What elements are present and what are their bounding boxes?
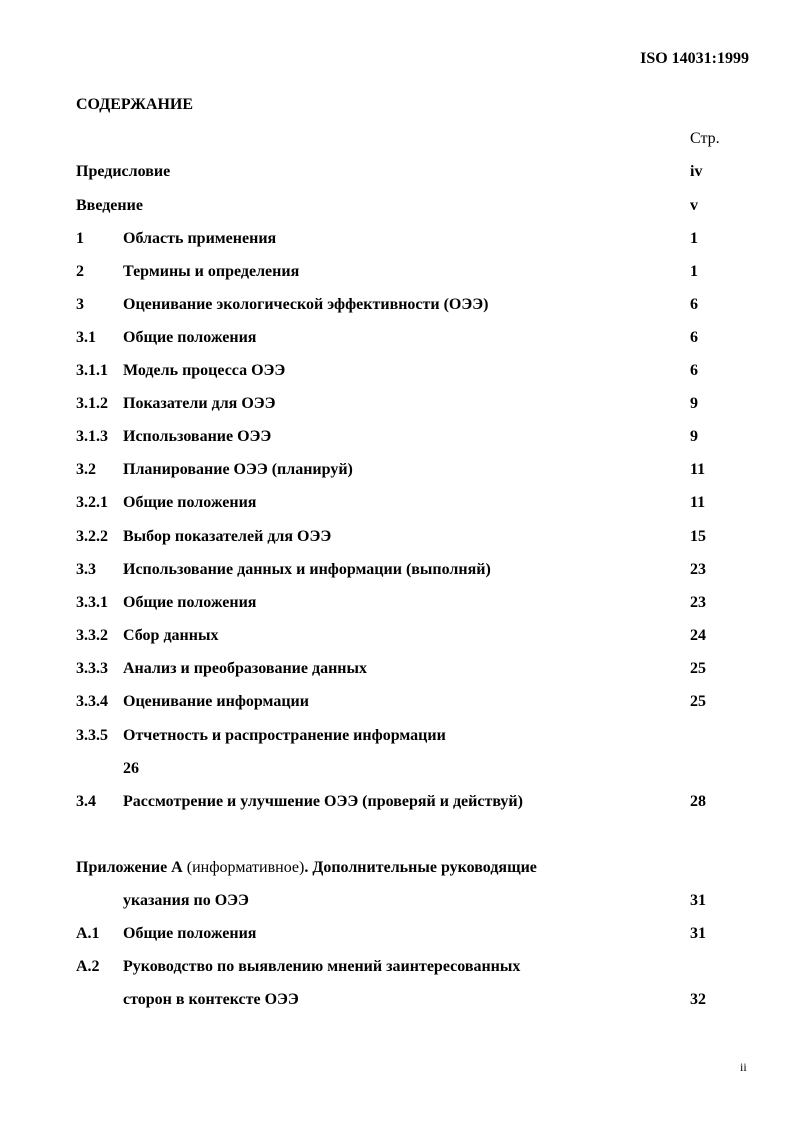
toc-entry[interactable]	[76, 924, 716, 944]
toc-entry-title: Оценивание экологической эффективности (ОЭЭ)	[123, 296, 489, 313]
toc-entry-title: Сбор данных	[123, 627, 219, 644]
document-id: ISO 14031:1999	[640, 50, 749, 67]
toc-entry-number: А.2	[76, 958, 100, 975]
annex-type: (информативное)	[186, 859, 305, 876]
annex-title-line2: указания по ОЭЭ	[123, 892, 249, 909]
toc-entry-number: 3.3.5	[76, 727, 108, 744]
toc-entry-number: 2	[76, 263, 84, 280]
toc-entry[interactable]	[76, 527, 716, 547]
toc-entry[interactable]	[76, 361, 716, 381]
toc-entry[interactable]	[76, 196, 716, 216]
toc-entry[interactable]	[76, 460, 716, 480]
toc-entry[interactable]	[76, 659, 716, 679]
toc-entry[interactable]	[76, 493, 716, 513]
toc-entry[interactable]	[76, 593, 716, 613]
toc-entry-page: 25	[690, 660, 706, 677]
toc-entry-title: Анализ и преобразование данных	[123, 660, 368, 677]
toc-entry-page: 1	[690, 230, 698, 247]
toc-entry-title: Модель процесса ОЭЭ	[123, 362, 286, 379]
toc-entry-title-line2: сторон в контексте ОЭЭ	[123, 991, 299, 1008]
toc-entry-title: Отчетность и распространение информации	[123, 727, 446, 744]
annex-page: 31	[690, 892, 706, 909]
annex-entry-continued	[76, 891, 716, 911]
toc-entry-title: Оценивание информации	[123, 693, 309, 710]
toc-entry[interactable]	[76, 626, 716, 646]
toc-entry[interactable]	[76, 394, 716, 414]
toc-entry[interactable]	[76, 295, 716, 315]
toc-entry-page: 11	[690, 461, 706, 478]
toc-entry-page: 23	[690, 561, 706, 578]
toc-entry-page: 6	[690, 329, 698, 346]
toc-entry-number: 3.4	[76, 793, 96, 810]
toc-entry-title: Введение	[76, 197, 143, 214]
toc-entry-title: Показатели для ОЭЭ	[123, 395, 276, 412]
toc-heading: СОДЕРЖАНИЕ	[76, 96, 194, 113]
toc-entry[interactable]	[76, 957, 716, 977]
toc-entry-title: Общие положения	[123, 494, 257, 511]
toc-entry-page-wrapped	[76, 759, 716, 779]
toc-entry-page: 9	[690, 395, 698, 412]
page-number: ii	[740, 1060, 747, 1074]
toc-entry-page: 6	[690, 296, 698, 313]
toc-entry-title: Термины и определения	[123, 263, 300, 280]
toc-entry-title: Использование данных и информации (выполняй)	[123, 561, 491, 578]
toc-entry-page: 32	[690, 991, 706, 1008]
toc-entry-number: 3.2.2	[76, 528, 108, 545]
toc-entry-title: Руководство по выявлению мнений заинтересованных	[123, 958, 521, 975]
toc-entry-page: 31	[690, 925, 706, 942]
toc-entry-title: Использование ОЭЭ	[123, 428, 272, 445]
toc-entry-page: 25	[690, 693, 706, 710]
toc-entry-number: 3.3.3	[76, 660, 108, 677]
toc-entry-number: 3.3.4	[76, 693, 108, 710]
toc-entry-continued	[76, 990, 716, 1010]
toc-entry[interactable]	[76, 262, 716, 282]
toc-entry-page: iv	[690, 163, 703, 180]
page-column-label: Стр.	[690, 130, 720, 147]
toc-entry-page: 24	[690, 627, 706, 644]
toc-entry-page: 1	[690, 263, 698, 280]
annex-entry[interactable]	[76, 858, 716, 878]
toc-entry-number: 3.3	[76, 561, 96, 578]
toc-entry-page: 28	[690, 793, 706, 810]
toc-entry-number: 3.2	[76, 461, 96, 478]
toc-entry[interactable]	[76, 726, 716, 746]
toc-entry-page: 11	[690, 494, 706, 511]
toc-entry[interactable]	[76, 162, 716, 182]
toc-entry-title: Общие положения	[123, 329, 257, 346]
toc-entry-title: Предисловие	[76, 163, 171, 180]
toc-entry-number: 3.1	[76, 329, 96, 346]
toc-entry-number: 3.1.2	[76, 395, 108, 412]
toc-entry-number: 3.3.2	[76, 627, 108, 644]
toc-entry-title: Общие положения	[123, 594, 257, 611]
toc-entry-number: 3.1.1	[76, 362, 108, 379]
toc-entry-title: Область применения	[123, 230, 277, 247]
toc-entry-number: 3.1.3	[76, 428, 108, 445]
toc-entry-title: Рассмотрение и улучшение ОЭЭ (проверяй и действуй)	[123, 793, 523, 810]
toc-entry[interactable]	[76, 560, 716, 580]
toc-entry-page: 15	[690, 528, 706, 545]
annex-title	[76, 858, 537, 878]
toc-entry[interactable]	[76, 692, 716, 712]
toc-entry[interactable]	[76, 229, 716, 249]
toc-entry-page: 9	[690, 428, 698, 445]
annex-title-line1: . Дополнительные руководящие	[304, 859, 537, 876]
toc-entry-number: 1	[76, 230, 84, 247]
toc-entry-title: Выбор показателей для ОЭЭ	[123, 528, 332, 545]
toc-entry[interactable]	[76, 328, 716, 348]
toc-entry-page: 23	[690, 594, 706, 611]
toc-entry-page: 6	[690, 362, 698, 379]
toc-entry-number: 3.2.1	[76, 494, 108, 511]
toc-entry-title: Общие положения	[123, 925, 257, 942]
annex-label: Приложение А	[76, 859, 183, 876]
toc-entry[interactable]	[76, 792, 716, 812]
toc-entry-number: А.1	[76, 925, 100, 942]
toc-entry-number: 3	[76, 296, 84, 313]
toc-entry-page: 26	[123, 760, 139, 777]
toc-entry[interactable]	[76, 427, 716, 447]
toc-entry-number: 3.3.1	[76, 594, 108, 611]
toc-entry-title: Планирование ОЭЭ (планируй)	[123, 461, 353, 478]
toc-entry-page: v	[690, 197, 698, 214]
